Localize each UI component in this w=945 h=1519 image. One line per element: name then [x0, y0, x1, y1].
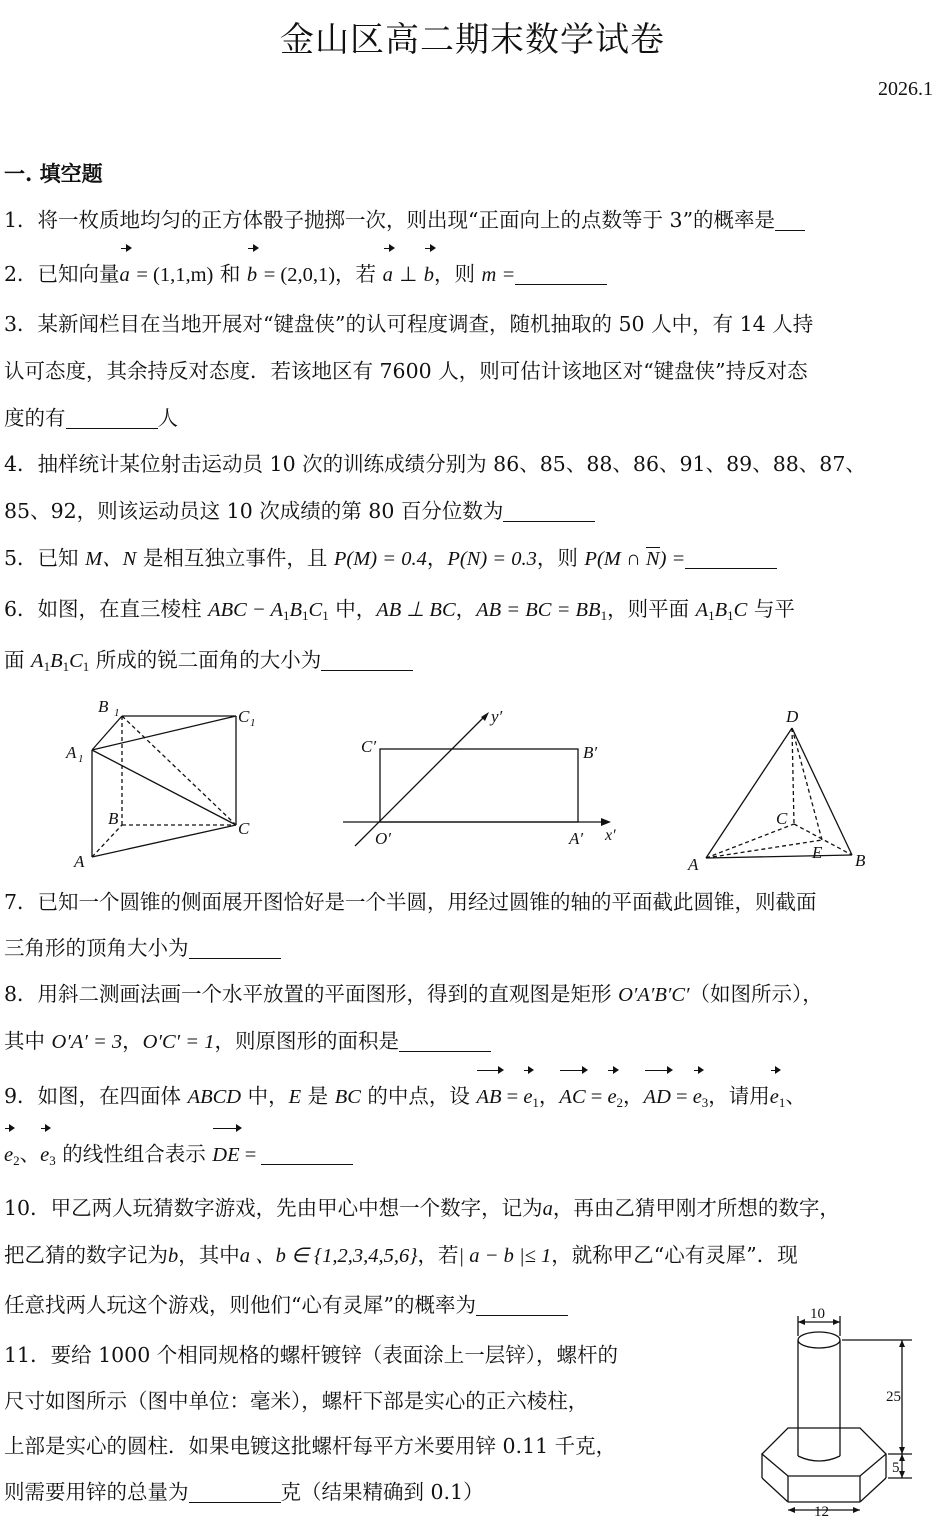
question-text: ，则原图形的面积是	[214, 1029, 399, 1053]
question-text: 把乙猜的数字记为	[4, 1243, 168, 1267]
vector-a: a	[383, 251, 393, 299]
question-text: 和	[213, 262, 247, 286]
exam-date: 2026.1	[878, 78, 933, 100]
question-text: 8．用斜二测画法画一个水平放置的平面图形，得到的直观图是矩形	[4, 982, 619, 1006]
label-b-prime: B′	[583, 743, 598, 762]
question-11-line2: 尺寸如图所示（图中单位：毫米），螺杆下部是实心的正六棱柱，	[4, 1389, 589, 1413]
math-expr: M、N	[85, 548, 137, 570]
vector-e: e	[770, 1073, 779, 1121]
label-e: E	[812, 843, 823, 862]
vector-e: e	[4, 1131, 13, 1179]
answer-blank[interactable]	[399, 1029, 491, 1052]
question-text: 是相互独立事件，且	[136, 546, 334, 570]
label-c: C	[776, 809, 788, 828]
math-expr: E	[288, 1086, 302, 1108]
math-expr: | a − b |≤ 1	[458, 1245, 552, 1267]
subscript: 3	[701, 1095, 709, 1110]
label-a: A	[74, 852, 85, 871]
question-3-line2: 认可态度，其余持反对态度．若该地区有 7600 人，则可估计该地区对“键盘侠”持反对态	[4, 359, 808, 383]
question-text: ，若	[335, 262, 383, 286]
question-11-line4	[4, 1468, 704, 1516]
dim-12: 12	[814, 1504, 829, 1518]
vector-b: b	[247, 251, 257, 299]
math-expr: =	[501, 1086, 524, 1108]
page-title: 金山区高二期末数学试卷	[280, 20, 665, 60]
math-expr: ABCD	[187, 1086, 242, 1108]
question-text: 、	[19, 1142, 41, 1166]
subscript: 1	[82, 659, 90, 674]
question-11-line1: 11．要给 1000 个相同规格的螺杆镀锌（表面涂上一层锌），螺杆的	[4, 1343, 619, 1367]
question-3-line3	[4, 394, 936, 442]
question-text: （如图所示），	[689, 982, 823, 1006]
label-sub: 1	[78, 753, 84, 765]
question-text: ，若	[417, 1243, 459, 1267]
answer-blank[interactable]	[503, 499, 595, 522]
label-c-prime: C′	[361, 737, 377, 756]
question-10-line2	[4, 1231, 936, 1280]
vector-b: b	[424, 251, 434, 299]
question-text: ，则	[536, 546, 585, 570]
label-x: x′	[605, 827, 616, 844]
vector-e: e	[693, 1073, 702, 1121]
question-text: 面	[4, 648, 32, 672]
question-text: ，就称甲乙“心有灵犀”．现	[551, 1243, 798, 1267]
math-expr: = (2,0,1)	[263, 264, 336, 286]
math-expr: =	[585, 1086, 608, 1108]
question-6-line2: 面 $A_1B_1C_1$ 所成的锐二面角的大小为	[4, 636, 936, 691]
oblique-figure	[335, 698, 635, 858]
question-9-line1	[4, 1072, 936, 1127]
question-text: 则需要用锌的总量为	[4, 1480, 189, 1504]
math-expr: AB = BC = BB	[476, 599, 601, 621]
question-text: 5．已知	[4, 546, 86, 570]
question-text: 10．甲乙两人玩猜数字游戏，先由甲心中想一个数字，记为	[4, 1196, 543, 1220]
answer-blank[interactable]	[261, 1142, 353, 1165]
question-11-line3: 上部是实心的圆柱．如果电镀这批螺杆每平方米要用锌 0.11 千克，	[4, 1434, 617, 1458]
dim-10: 10	[810, 1306, 825, 1322]
question-text: ，则	[434, 262, 482, 286]
answer-blank[interactable]	[189, 936, 281, 959]
question-text: 6．如图，在直三棱柱	[4, 597, 209, 621]
vector-e: e	[523, 1073, 532, 1121]
math-expr: A	[695, 599, 709, 621]
math-expr: b	[168, 1245, 179, 1267]
question-text: 85、92，则该运动员这 10 次成绩的第 80 百分位数为	[4, 499, 504, 523]
question-7-line2	[4, 924, 936, 972]
section-title: 一. 填空题	[4, 161, 103, 186]
subscript: 2	[13, 1153, 20, 1168]
question-text: ，其中	[178, 1243, 240, 1267]
question-8-line1	[4, 970, 936, 1019]
subscript: 1	[708, 608, 715, 623]
question-text: 的中点，设	[360, 1084, 477, 1108]
math-expr: ABC − A	[208, 599, 284, 621]
question-text: 所成的锐二面角的大小为	[89, 648, 322, 672]
math-expr: ) =	[659, 548, 686, 570]
question-5	[4, 534, 936, 583]
question-text: ，	[122, 1029, 143, 1053]
question-4-line2	[4, 487, 936, 535]
dim-25: 25	[886, 1389, 901, 1405]
label-d: D	[786, 707, 799, 726]
question-text: ，则平面	[607, 597, 696, 621]
label-y: y′	[491, 707, 503, 726]
subscript: 1	[62, 659, 70, 674]
label-a-prime: A′	[569, 829, 584, 848]
label-o-prime: O′	[375, 829, 391, 848]
answer-blank[interactable]	[515, 262, 607, 285]
question-text: 度的有	[4, 406, 66, 430]
math-expr: BC	[334, 1086, 361, 1108]
question-text: 9．如图，在四面体	[4, 1084, 188, 1108]
label-b: B	[108, 809, 119, 828]
question-text: 人	[157, 406, 178, 430]
vector-ab: AB	[476, 1073, 501, 1121]
question-text: 中，	[328, 597, 377, 621]
math-expr: P(M) = 0.4	[333, 548, 427, 570]
answer-blank[interactable]	[685, 546, 777, 569]
question-text: 与平	[747, 597, 795, 621]
subscript: 1	[322, 608, 329, 623]
question-text: ，	[538, 1084, 560, 1108]
math-expr: B	[289, 599, 303, 621]
question-text: 的线性组合表示	[55, 1142, 213, 1166]
answer-blank[interactable]	[66, 406, 158, 429]
math-expr: =	[670, 1086, 693, 1108]
bolt-figure	[752, 1306, 942, 1518]
subscript: 1	[727, 608, 734, 623]
question-text: ，请用	[708, 1084, 770, 1108]
question-text: 克（结果精确到 0.1）	[280, 1480, 484, 1504]
subscript: 2	[616, 1095, 624, 1110]
question-1	[4, 196, 936, 244]
answer-blank[interactable]	[775, 208, 805, 231]
dim-5: 5	[892, 1460, 900, 1476]
question-8-line2	[4, 1017, 936, 1066]
question-text: ，	[623, 1084, 644, 1108]
question-6-line1: 6．如图，在直三棱柱 ABC − $A_1B_1C_1$ 中，AB ⊥ BC，AB = BC = $BB_1$，则平面 $A_1B_1C$ 与平	[4, 597, 795, 623]
answer-blank[interactable]	[476, 1293, 568, 1316]
math-expr: a	[542, 1198, 553, 1220]
math-expr: m =	[481, 264, 516, 286]
question-text: 2．已知向量	[4, 262, 120, 286]
label-c: C	[238, 819, 250, 838]
question-text: 、	[785, 1084, 806, 1108]
question-2	[4, 250, 936, 299]
subscript: 1	[532, 1095, 539, 1110]
math-expr: = (1,1,m)	[136, 264, 214, 286]
subscript: 1	[600, 608, 608, 623]
answer-blank[interactable]	[321, 648, 413, 671]
label-sub: 1	[250, 717, 256, 729]
math-expr: =	[239, 1144, 262, 1166]
question-text: 任意找两人玩这个游戏，则他们“心有灵犀”的概率为	[4, 1293, 476, 1317]
tetrahedron-figure	[682, 700, 882, 876]
vector-e: e	[607, 1073, 616, 1121]
vector-de: DE	[212, 1131, 239, 1179]
math-expr: ⊥	[399, 264, 418, 286]
label-sub: 1	[114, 707, 120, 719]
subscript: 1	[43, 659, 51, 674]
question-text: ，	[455, 597, 477, 621]
subscript: 1	[302, 608, 309, 623]
question-text: 其中	[4, 1029, 52, 1053]
prism-figure	[60, 692, 270, 872]
vector-ac: AC	[559, 1073, 585, 1121]
math-expr: O′A′B′C′	[618, 984, 690, 1006]
math-expr: O′C′ = 1	[142, 1031, 215, 1053]
math-expr: N	[645, 548, 660, 570]
question-text: 中，	[241, 1084, 289, 1108]
subscript: 1	[283, 608, 290, 623]
vector-e: e	[40, 1131, 49, 1179]
question-10-line1	[4, 1184, 936, 1233]
question-text: ，	[426, 546, 448, 570]
math-expr: a 、b ∈ {1,2,3,4,5,6}	[239, 1245, 418, 1267]
label-c1: C	[238, 707, 250, 726]
question-text: 是	[301, 1084, 335, 1108]
question-3-line1: 3．某新闻栏目在当地开展对“键盘侠”的认可程度调查，随机抽取的 50 人中，有 14 人持	[4, 312, 814, 336]
vector-a: a	[120, 251, 130, 299]
label-a1: A	[66, 743, 77, 762]
math-expr: P(N) = 0.3	[447, 548, 537, 570]
label-b1: B	[98, 697, 109, 716]
question-text: ，再由乙猜甲刚才所想的数字，	[552, 1196, 840, 1220]
question-9-line2	[4, 1130, 936, 1185]
subscript: 1	[778, 1095, 786, 1110]
subscript: 3	[49, 1153, 56, 1168]
math-expr: P(M ∩	[584, 548, 646, 570]
math-expr: O′A′ = 3	[51, 1031, 123, 1053]
label-b: B	[855, 851, 866, 870]
question-text: 三角形的顶角大小为	[4, 936, 189, 960]
question-7-line1: 7．已知一个圆锥的侧面展开图恰好是一个半圆，用经过圆锥的轴的平面截此圆锥，则截面	[4, 890, 817, 914]
vector-ad: AD	[644, 1073, 671, 1121]
math-expr: AB ⊥ BC	[376, 599, 456, 621]
label-a: A	[688, 855, 699, 874]
question-4-line1: 4．抽样统计某位射击运动员 10 次的训练成绩分别为 86、85、88、86、91、89、88、87、	[4, 452, 866, 476]
answer-blank[interactable]	[189, 1480, 281, 1503]
question-text: 1．将一枚质地均匀的正方体骰子抛掷一次，则出现“正面向上的点数等于 3”的概率是	[4, 208, 776, 232]
